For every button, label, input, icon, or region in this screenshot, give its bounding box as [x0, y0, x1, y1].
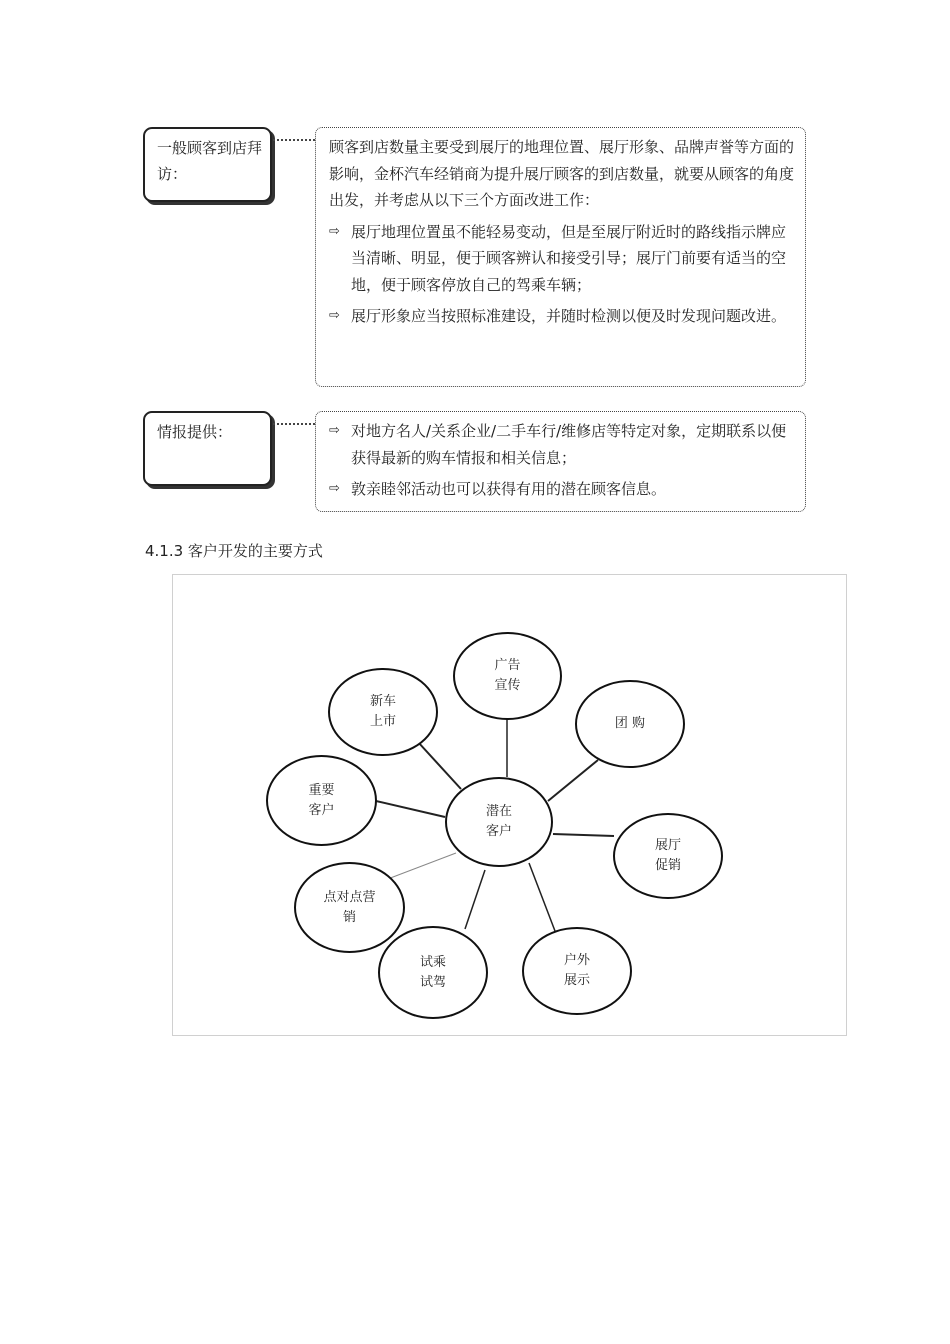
hollow-right-arrow-icon: ⇨ — [329, 223, 340, 239]
node-group-buy: 团 购 — [575, 680, 685, 768]
link-tuangou — [548, 760, 598, 801]
node-new-car-launch: 新车 上市 — [328, 668, 438, 756]
link-huwai — [529, 863, 555, 931]
hollow-right-arrow-icon: ⇨ — [329, 308, 340, 323]
node-key-customer: 重要 客户 — [266, 755, 377, 846]
section-heading: 4.1.3 客户开发的主要方式 — [145, 542, 323, 560]
link-shicheng — [465, 870, 485, 929]
node-outdoor-display: 户外 展示 — [522, 927, 632, 1015]
bullet-text-image: 展厅形象应当按照标准建设，并随时检测以便及时发现问题改进。 — [351, 307, 787, 325]
link-xinche — [418, 742, 461, 789]
label-intelligence: 情报提供： — [157, 423, 233, 441]
link-zhongyao — [376, 801, 445, 817]
node-test-drive: 试乘 试驾 — [378, 926, 488, 1019]
hollow-right-arrow-icon: ⇨ — [329, 423, 340, 438]
bullet-text-location: 展厅地理位置虽不能轻易变动，但是至展厅附近时的路线指示牌应当清晰、明显，便于顾客辨认和接受引导；展厅门前要有适当的空地，便于顾客停放自己的驾乘车辆； — [351, 222, 787, 294]
node-advertising: 广告 宣传 — [453, 632, 562, 720]
intro-paragraph: 顾客到店数量主要受到展厅的地理位置、展厅形象、品牌声誉等方面的影响，金杯汽车经销商为提升展厅顾客的到店数量，就要从顾客的角度出发，并考虑从以下三个方面改进工作： — [329, 138, 795, 209]
node-point-to-point-marketing: 点对点营 销 — [294, 862, 405, 953]
label-customer-visit: 一般顾客到店拜访： — [157, 139, 263, 183]
bullet-text-contacts: 对地方名人/关系企业/二手车行/维修店等特定对象，定期联系以便获得最新的购车情报和相关信息； — [351, 422, 787, 467]
node-showroom-promotion: 展厅 促销 — [613, 813, 723, 899]
node-center-potential-customer: 潜在 客户 — [445, 777, 553, 867]
link-zhanting — [553, 834, 614, 836]
hollow-right-arrow-icon: ⇨ — [329, 481, 340, 496]
bullet-text-neighbors: 敦亲睦邻活动也可以获得有用的潜在顾客信息。 — [351, 480, 667, 498]
